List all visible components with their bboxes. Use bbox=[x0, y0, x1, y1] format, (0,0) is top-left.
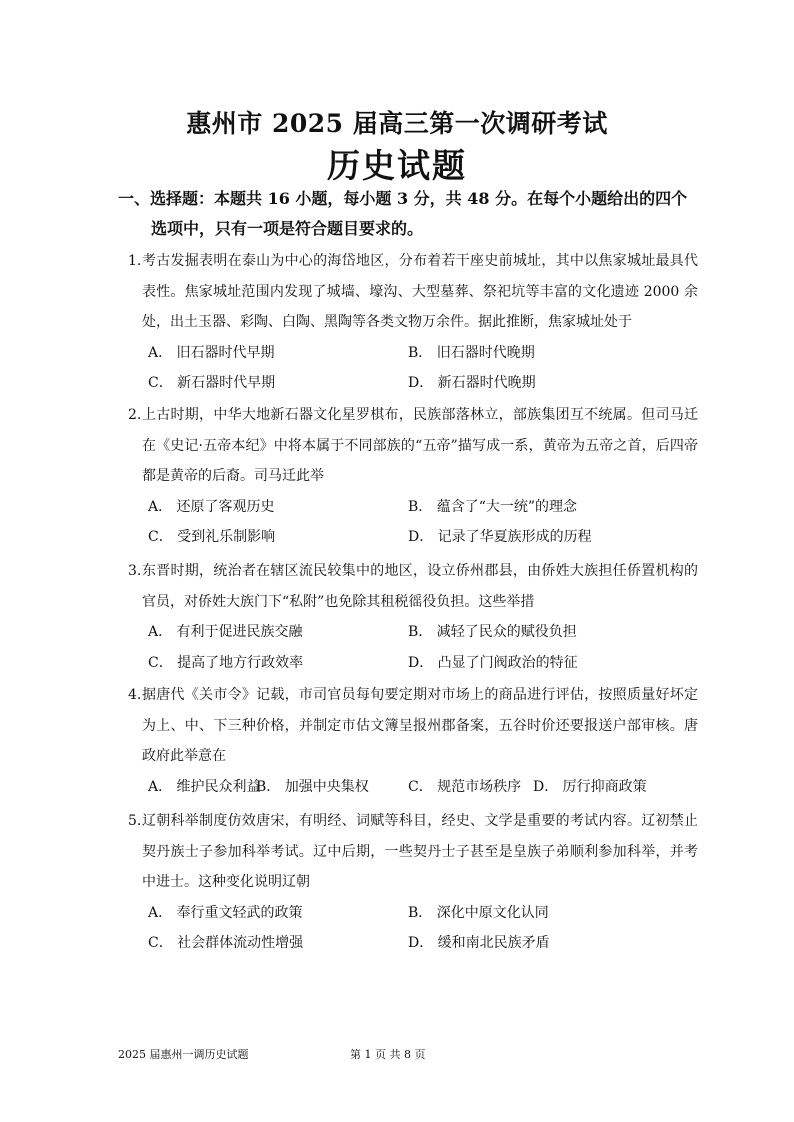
question-number: 1. bbox=[128, 253, 142, 269]
option-row bbox=[128, 368, 698, 399]
option-d[interactable]: D． 缓和南北民族矛盾 bbox=[408, 935, 550, 951]
option-c[interactable]: C． 新石器时代早期 bbox=[148, 375, 276, 391]
option-row bbox=[128, 898, 698, 929]
question-5 bbox=[128, 806, 698, 959]
option-b[interactable]: B． 深化中原文化认同 bbox=[408, 904, 549, 921]
option-b[interactable]: B． 蕴含了“大一统”的理念 bbox=[408, 498, 578, 515]
option-a[interactable]: A． 维护民众利益 bbox=[148, 778, 261, 795]
option-row bbox=[128, 492, 698, 523]
option-d[interactable]: D． 新石器时代晚期 bbox=[408, 375, 536, 391]
option-a[interactable]: A． 有利于促进民族交融 bbox=[148, 624, 303, 640]
question-number: 3. bbox=[128, 563, 142, 579]
option-d[interactable]: D． 凸显了门阀政治的特征 bbox=[408, 654, 578, 671]
option-c[interactable]: C． 社会群体流动性增强 bbox=[148, 935, 304, 951]
option-d[interactable]: D． 记录了华夏族形成的历程 bbox=[408, 529, 592, 545]
option-a[interactable]: A． 还原了客观历史 bbox=[148, 498, 275, 515]
question-stem: 据唐代《关市令》记载，市司官员每旬要定期对市场上的商品进行评估，按照质量好坏定为上、中、下三种价格，并制定市估文簿呈报州郡备案，五谷时价还要报送户部审核。唐政府此举意在 bbox=[142, 687, 698, 764]
option-b[interactable]: B． 加强中央集权 bbox=[256, 778, 369, 795]
question-number: 2. bbox=[128, 407, 142, 423]
option-row bbox=[128, 772, 698, 803]
question-number: 5. bbox=[128, 813, 142, 829]
option-row bbox=[128, 338, 698, 369]
option-row bbox=[128, 928, 698, 959]
footer-page-number: 第 1 页 共 8 页 bbox=[350, 1048, 426, 1061]
option-row bbox=[128, 648, 698, 679]
question-4 bbox=[128, 680, 698, 802]
option-row bbox=[128, 617, 698, 648]
option-c[interactable]: C． 规范市场秩序 bbox=[408, 778, 522, 795]
option-b[interactable]: B． 旧石器时代晚期 bbox=[408, 344, 535, 361]
option-b[interactable]: B． 减轻了民众的赋役负担 bbox=[408, 624, 577, 640]
option-a[interactable]: A． 旧石器时代早期 bbox=[148, 344, 275, 361]
option-c[interactable]: C． 提高了地方行政效率 bbox=[148, 654, 304, 671]
question-number: 4. bbox=[128, 687, 142, 703]
question-stem: 考古发掘表明在泰山为中心的海岱地区，分布着若干座史前城址，其中以焦家城址最具代表性。焦家城址范围内发现了城墙、壕沟、大型墓葬、祭祀坑等丰富的文化遗迹 2000 余处，出土玉器、彩陶、白陶、黑陶等各类文物万余件。据此推断，焦家城址处于 bbox=[142, 253, 698, 330]
option-row bbox=[128, 522, 698, 553]
option-c[interactable]: C． 受到礼乐制影响 bbox=[148, 529, 276, 545]
exam-title: 惠州市 2025 届高三第一次调研考试 bbox=[186, 109, 608, 138]
section-heading-line2: 选项中，只有一项是符合题目要求的。 bbox=[151, 219, 424, 238]
question-3 bbox=[128, 556, 698, 678]
question-stem: 辽朝科举制度仿效唐宋，有明经、词赋等科目，经史、文学是重要的考试内容。辽初禁止契丹族士子参加科举考试。辽中后期，一些契丹士子甚至是皇族子弟顺利参加科举，并考中进士。这种变化说明辽朝 bbox=[142, 813, 698, 890]
question-stem: 东晋时期，统治者在辖区流民较集中的地区，设立侨州郡县，由侨姓大族担任侨置机构的官员，对侨姓大族门下“私附”也免除其租税徭役负担。这些举措 bbox=[142, 563, 698, 610]
subject-title: 历史试题 bbox=[327, 146, 467, 185]
question-stem: 上古时期，中华大地新石器文化星罗棋布，民族部落林立，部族集团互不统属。但司马迁在《史记·五帝本纪》中将本属于不同部族的“五帝”描写成一系，黄帝为五帝之首，后四帝都是黄帝的后裔。司马迁此举 bbox=[142, 407, 698, 484]
section-heading-line1: 一、选择题：本题共 16 小题，每小题 3 分，共 48 分。在每个小题给出的四个 bbox=[118, 189, 688, 208]
option-a[interactable]: A． 奉行重文轻武的政策 bbox=[148, 904, 303, 921]
section-heading bbox=[118, 184, 688, 244]
question-2 bbox=[128, 400, 698, 553]
footer-exam-name: 2025 届惠州一调历史试题 bbox=[118, 1048, 249, 1061]
option-d[interactable]: D． 厉行抑商政策 bbox=[533, 778, 647, 795]
question-1 bbox=[128, 246, 698, 399]
